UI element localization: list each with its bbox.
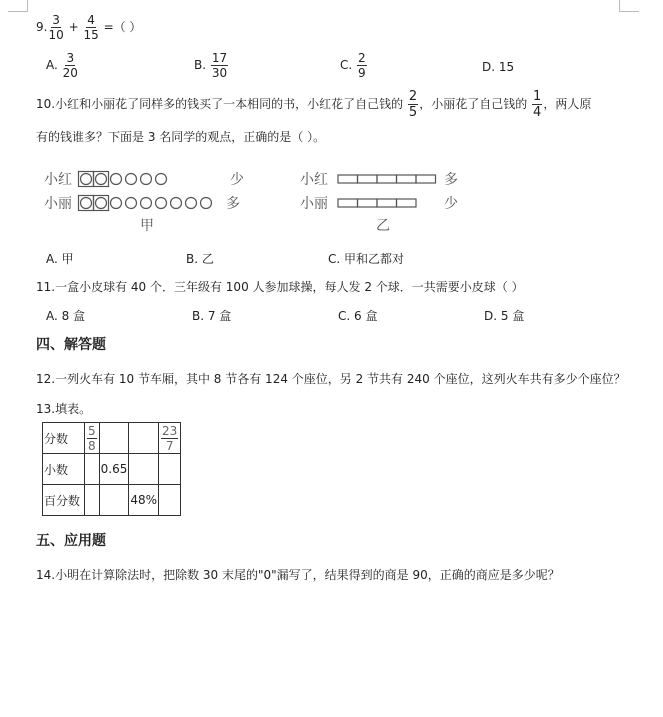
figure-jia [40, 160, 260, 236]
unit-circle [141, 174, 152, 185]
figure-side-label: 少 [444, 196, 458, 212]
option-c[interactable]: C. 甲和乙都对 [328, 252, 405, 266]
table-row [43, 423, 181, 454]
bar-segment [416, 175, 436, 183]
section-heading: 四、解答题 [36, 337, 106, 353]
unit-circle [186, 198, 197, 209]
option-a[interactable]: A. 甲 [46, 252, 74, 266]
table-cell: $\frac{5}{8}$ [85, 423, 100, 454]
figure-yi [296, 160, 476, 236]
figure-row-label: 小丽 [44, 196, 72, 212]
fill-table [42, 422, 181, 516]
table-cell[interactable] [129, 423, 159, 454]
unit-circle [81, 174, 92, 185]
unit-circle [171, 198, 182, 209]
bar-segment [338, 199, 358, 207]
fraction: $\frac{2}{5}$ [408, 89, 418, 120]
unit-circle [141, 198, 152, 209]
row-label: 小数 [43, 454, 85, 485]
question-10-line2: 有的钱谁多？下面是 3 名同学的观点，正确的是（ ）。 [36, 130, 326, 144]
table-cell[interactable] [85, 485, 100, 516]
question-12: 12.一列火车有 10 节车厢，其中 8 节各有 124 个座位，另 2 节共有 240 个座位，这列火车共有多少个座位？ [36, 372, 626, 386]
question-11: 11.一盒小皮球有 40 个．三年级有 100 人参加球操，每人发 2 个球．一共需要小皮球（ ） [36, 280, 524, 294]
table-cell[interactable] [159, 485, 181, 516]
figure-side-label: 少 [230, 172, 244, 188]
bar-row [338, 175, 436, 183]
answer-blank: =（ ） [103, 20, 142, 34]
bar-segment [377, 199, 397, 207]
table-cell: $\frac{23}{7}$ [159, 423, 181, 454]
unit-circle [156, 198, 167, 209]
bar-segment [358, 199, 378, 207]
bar-segment [358, 175, 378, 183]
question-10-line1: 10.小红和小丽花了同样多的钱买了一本相同的书，小红花了自己钱的 $\frac{2}{5}$ ，小丽花了自己钱的 $\frac{1}{4}$ ，两人原 [36, 89, 592, 120]
page-corner-mark [8, 0, 28, 12]
table-cell: 0.65 [99, 454, 129, 485]
figure-side-label: 多 [226, 196, 240, 212]
table-cell: 48% [129, 485, 159, 516]
fraction: $\frac{3}{10}$ [48, 13, 64, 42]
bar-segment [397, 175, 417, 183]
bar-segment [338, 175, 358, 183]
option-b[interactable]: B. 7 盒 [192, 309, 232, 323]
unit-circle [126, 174, 137, 185]
table-row [43, 454, 181, 485]
question-9 [36, 14, 141, 41]
question-13-title: 13.填表。 [36, 402, 92, 416]
figure-row-label: 小红 [44, 172, 72, 188]
table-cell[interactable] [99, 423, 129, 454]
table-cell[interactable] [159, 454, 181, 485]
option-a[interactable]: A. $\frac{3}{20}$ [46, 51, 78, 80]
option-c[interactable]: C. 6 盒 [338, 309, 378, 323]
page-corner-mark [619, 0, 639, 12]
option-d[interactable]: D. 5 盒 [484, 309, 525, 323]
unit-circle [96, 198, 107, 209]
unit-circle [111, 174, 122, 185]
figure-caption: 乙 [376, 218, 390, 234]
figure-side-label: 多 [444, 172, 458, 188]
fraction: $\frac{4}{15}$ [83, 13, 99, 42]
bar-segment [397, 199, 417, 207]
figure-row-label: 小红 [300, 172, 328, 188]
option-d[interactable]: D. 15 [482, 60, 515, 74]
section-heading: 五、应用题 [36, 533, 106, 549]
bar-row [338, 199, 416, 207]
unit-circle [156, 174, 167, 185]
unit-circle [96, 174, 107, 185]
table-row [43, 485, 181, 516]
option-a[interactable]: A. 8 盒 [46, 309, 86, 323]
question-number: 9. [36, 20, 48, 34]
circle-row [79, 196, 212, 211]
unit-circle [111, 198, 122, 209]
option-b[interactable]: B. 乙 [186, 252, 214, 266]
option-c[interactable]: C. $\frac{2}{9}$ [340, 51, 366, 80]
figure-row-label: 小丽 [300, 196, 328, 212]
table-cell[interactable] [99, 485, 129, 516]
bar-segment [377, 175, 397, 183]
circle-row [79, 172, 167, 187]
figure-caption: 甲 [140, 218, 154, 234]
unit-circle [201, 198, 212, 209]
table-cell[interactable] [85, 454, 100, 485]
table-cell[interactable] [129, 454, 159, 485]
question-14: 14.小明在计算除法时，把除数 30 末尾的"0"漏写了，结果得到的商是 90，正确的商应是多少呢？ [36, 568, 560, 582]
fraction: $\frac{1}{4}$ [533, 89, 542, 120]
row-label: 百分数 [43, 485, 85, 516]
unit-circle [81, 198, 92, 209]
option-b[interactable]: B. $\frac{17}{30}$ [194, 51, 228, 80]
unit-circle [126, 198, 137, 209]
plus-sign: + [68, 20, 79, 34]
row-label: 分数 [43, 423, 85, 454]
